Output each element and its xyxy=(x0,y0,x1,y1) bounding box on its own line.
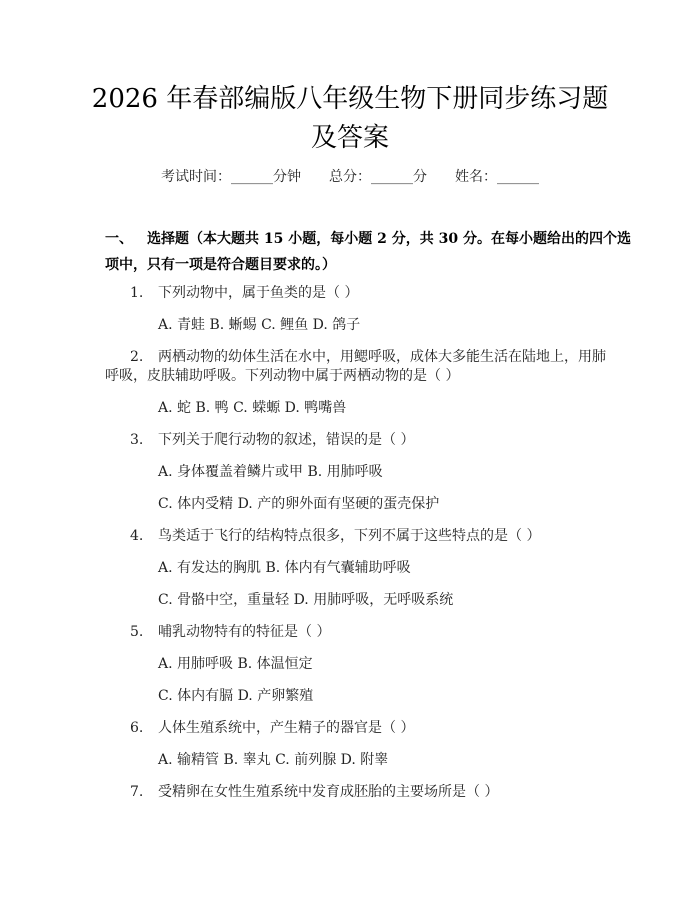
question-3 xyxy=(130,430,414,450)
question-number: 5. xyxy=(130,624,144,640)
question-stem: 哺乳动物特有的特征是（ ） xyxy=(158,624,331,640)
question-stem: 人体生殖系统中，产生精子的器官是（ ） xyxy=(158,720,415,736)
question-number: 3. xyxy=(130,432,144,448)
question-5-options-row1: A. 用肺呼吸 B. 体温恒定 xyxy=(158,656,313,672)
document-title-line2: 及答案 xyxy=(310,123,389,153)
exam-meta-line: 考试时间：______分钟 总分：______分 姓名：______ xyxy=(161,169,539,185)
section-number: 一、 xyxy=(105,231,133,247)
question-1-options: A. 青蛙 B. 蜥蜴 C. 鲤鱼 D. 鸽子 xyxy=(158,317,361,333)
question-2-options: A. 蛇 B. 鸭 C. 蝾螈 D. 鸭嘴兽 xyxy=(158,400,347,416)
question-number: 4. xyxy=(130,528,144,544)
question-stem: 两栖动物的幼体生活在水中，用鳃呼吸，成体大多能生活在陆地上，用肺 xyxy=(158,349,606,365)
question-4-options-row1: A. 有发达的胸肌 B. 体内有气囊辅助呼吸 xyxy=(158,560,411,576)
question-number: 2. xyxy=(130,349,144,365)
question-3-options-row1: A. 身体覆盖着鳞片或甲 B. 用肺呼吸 xyxy=(158,464,383,480)
question-6-options: A. 输精管 B. 睾丸 C. 前列腺 D. 附睾 xyxy=(158,752,389,768)
question-stem: 鸟类适于飞行的结构特点很多，下列不属于这些特点的是（ ） xyxy=(158,528,541,544)
question-number: 1. xyxy=(130,285,144,301)
question-5 xyxy=(130,622,330,642)
question-2 xyxy=(130,347,606,367)
document-title-line1: 2026 年春部编版八年级生物下册同步练习题 xyxy=(91,84,609,114)
question-3-options-row2: C. 体内受精 D. 产的卵外面有坚硬的蛋壳保护 xyxy=(158,496,440,512)
question-number: 7. xyxy=(130,784,144,800)
section-heading-text1: 选择题（本大题共 15 小题，每小题 2 分，共 30 分。在每小题给出的四个选 xyxy=(147,231,631,247)
question-5-options-row2: C. 体内有膈 D. 产卵繁殖 xyxy=(158,688,314,704)
section-heading-line1 xyxy=(105,226,665,252)
question-stem: 下列关于爬行动物的叙述，错误的是（ ） xyxy=(158,432,415,448)
section-heading-line2: 项中，只有一项是符合题目要求的。） xyxy=(105,257,336,273)
question-7 xyxy=(130,782,498,802)
question-2-stem-continued: 呼吸，皮肤辅助呼吸。下列动物中属于两栖动物的是（ ） xyxy=(105,368,460,384)
question-stem: 受精卵在女性生殖系统中发育成胚胎的主要场所是（ ） xyxy=(158,784,499,800)
question-6 xyxy=(130,718,414,738)
question-4-options-row2: C. 骨骼中空，重量轻 D. 用肺呼吸，无呼吸系统 xyxy=(158,592,454,608)
section-heading xyxy=(105,226,665,278)
question-stem: 下列动物中，属于鱼类的是（ ） xyxy=(158,285,359,301)
question-1 xyxy=(130,283,358,303)
question-number: 6. xyxy=(130,720,144,736)
question-4 xyxy=(130,526,540,546)
